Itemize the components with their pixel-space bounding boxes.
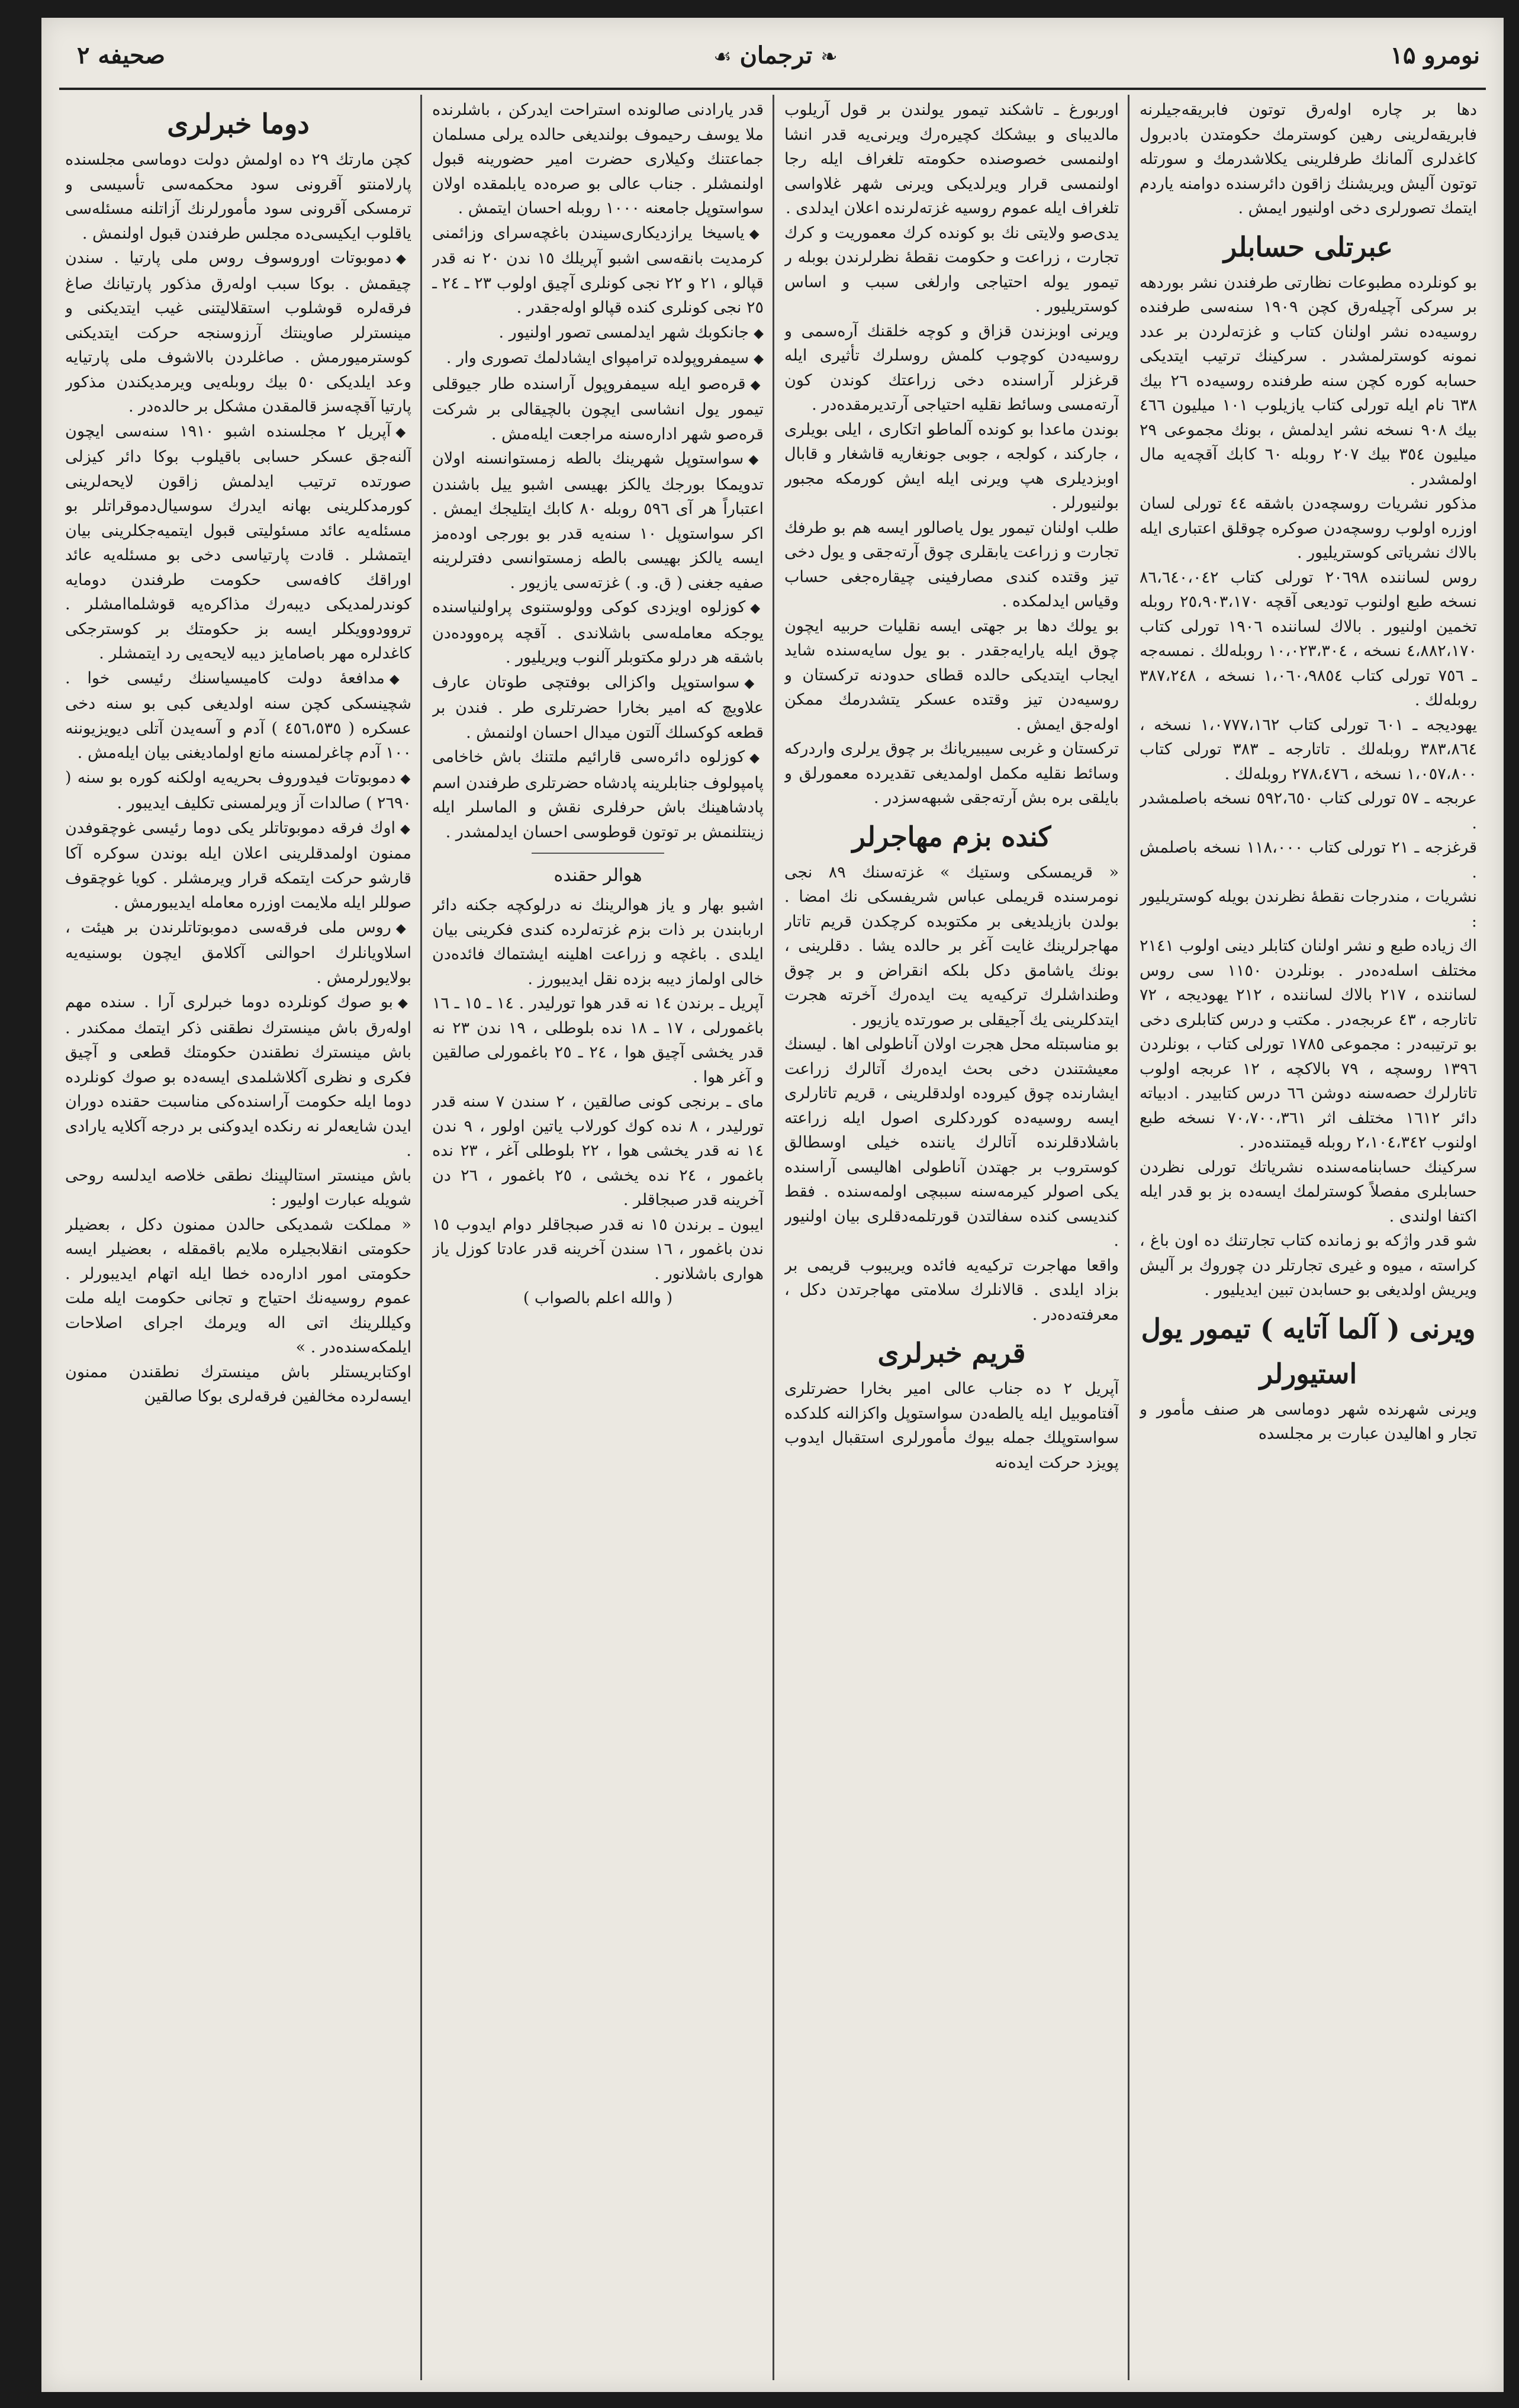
paragraph: قرغزجه ـ ۲۱ تورلی کتاب ۱۱۸،۰۰۰ نسخه باصلمش . [1140, 838, 1477, 882]
article-heading: عبرتلی حسابلر [1224, 230, 1393, 263]
article-heading: دوما خبرلری [167, 108, 310, 140]
news-item-text: جانکوبك شهر ایدلمسی تصور اولنیور . [498, 323, 749, 342]
news-item [432, 670, 764, 745]
ornament-icon: ☙ [713, 45, 732, 69]
paragraph: نشریات ، مندرجات نقطهٔ نظرندن بویله کوستریلیور : [1140, 888, 1477, 931]
diamond-icon: ◆ [744, 676, 764, 691]
paragraph: ویرنی شهرنده شهر دوماسی هر صنف مأمور و تجار و اهالیدن عبارت بر مجلسده [1140, 1400, 1477, 1443]
news-item [432, 595, 764, 670]
section-rule [532, 853, 664, 854]
paragraph: باش مینستر استالپینك نطقی خلاصه ایدلسه روحی شویله عبارت اولیور : [65, 1166, 411, 1209]
column-divider [773, 95, 774, 2380]
paragraph: یهودیجه ـ ٦۰۱ تورلی کتاب ۱،۰۷۷۷،۱٦۲ نسخه ، ۳۸۳،۸٦٤ روبلەلك . تاتارجه ـ ۳۸۳ تورلی کتاب ۱،۰٥۷،۸۰۰ نسخه ، ۲۷۸،٤۷٦ روبلەلك . [1140, 715, 1477, 783]
news-item-text: دموبوتات اوروسوف روس ملی پارتیا . سندن چیقمش . بوکا سبب اولەرق مذکور پارتیانك صاغ فرقەلره قوشلوب استقلالیتنی غیب ایتدیکنی و مینسترلر صاوینتك آرزوسنجه حرکت ایتدیکنی کوسترمیورمش . صاغلردن بالاشوف ملی پارتیایه وعد ایلدیکی ٥۰ بیك روبلەیی ویرمدیکندن مذکور پارتیا آقچەسز قالمقدن مشکل بر حالدەدر . [65, 249, 411, 416]
news-item-text: یاسیخا یرازدیکاری‌سیندن باغچه‌سرای وزائمنی کرمدیت بانقەسی اشبو آپریلك ۱٥ ندن ۲۰ نه قدر قپالو ، ۲۱ و ۲۲ نجی کونلری آچیق اولوب ۲۳ ـ ۲٤ ـ ۲٥ نجی کونلری کنده قپالو اولەجقدر . [432, 223, 764, 317]
paragraph: اشبو بهار و یاز هوالرینك نه درلوکچه جکنه دائر اربابندن بر ذات بزم غزتەلرده کندی فکرینی بیان ایلدی . باغچه و زراعت اهلینه ایشتماك فائدەدن خالی اولماز دیبه بزده نقل ایدیبورز . [432, 896, 764, 988]
paragraph: دها بر چاره اولەرق توتون فابریقەجیلرنه فابریقەلرینی رهین کوسترمك حکومتدن بادبرول کاغدلری آلمانك طرفلرینی یکلاشدرمك و سورتله توتون آلیش ویریشنك زاقون دائرسنده دوامنه یاردم ایتمك تصورلری دخی اولنیور ایمش . [1140, 101, 1477, 217]
news-item-text: سواستوپل واکزالی بوفتچی طوتان عارف علاویچ که امیر بخارا حضرتلری طر . فندن بر قطعه کوکسلك آلتون میدال احسان اولنمش . [432, 673, 764, 742]
paragraph: واقعا مهاجرت ترکیه‌یه فائده ویریبوب قریمی بر بزاد ایلدی . قالانلرك سلامتی مهاجرتدن دکل ، معرفتەدەدر . [784, 1256, 1119, 1324]
paragraph: آپریل ـ برندن ۱٤ نه قدر هوا تورلیدر . ۱٤ ـ ۱٥ ـ ۱٦ باغمورلی ، ۱۷ ـ ۱۸ نده بلوطلی ، ۱۹ ندن ۲۳ نه قدر یخشی آچیق هوا ، ۲٤ ـ ۲٥ باغمورلی صالقین و آغر هوا . [432, 994, 764, 1086]
masthead-title-text: ترجمان [739, 41, 813, 69]
paragraph: ترکستان و غربی سیبیریانك بر چوق یرلری واردرکه وسائط نقلیه مکمل اولمدیغی تقدیرده معمورلق و بایلقی بره بش آرتەجقی شبهەسزدر . [784, 740, 1119, 807]
news-item [65, 816, 411, 915]
diamond-icon: ◆ [398, 996, 411, 1011]
paragraph: بو یولك دها بر جهتی ایسه نقلیات حربیه ایچون چوق ایله یارایەجقدر . بو یول سایەسنده شاید ایجاب ایتدیکی حالده قطای حدودنه ترکستان و روسیەدن تیز وقتده عسکر یتشدرمك ممکن اولەجق ایمش . [784, 616, 1119, 734]
column-3 [432, 98, 764, 2377]
paragraph: شو قدر واژکه بو زمانده کتاب تجارتنك ده اون باغ ، کراسته ، میوه و غیری تجارتلر دن چوروك بر آلیش ویریش اولدیغی بو حسابدن تبین ایدیلیور . [1140, 1232, 1477, 1299]
closing-phrase: ( والله اعلم بالصواب ) [523, 1289, 673, 1307]
paragraph: ایبون ـ برندن ۱٥ نه قدر صبجاقلر دوام ایدوب ۱٥ ندن باغمور ، ۱٦ سندن آخرینه قدر عادتا کوزل یاز هواری باشلانور . [432, 1215, 764, 1283]
article-heading: ویرنی ( آلما آتایه ) تیمور یول [1141, 1312, 1476, 1345]
paragraph: ویرنی اوبزندن قزاق و کوچه خلقنك آرەسمی و روسیەدن کوچوب کلمش روسلرك تأثیری ایله قرغزلر آراسنده دخی زراعتك کوندن کون آرتەمسی وسائط نقلیه احتیاجی آرتدیرمقدەدر . [784, 322, 1119, 414]
diamond-icon: ◆ [749, 226, 764, 242]
column-1 [1140, 98, 1477, 2377]
article-heading: هوالر حقنده [553, 865, 642, 886]
news-item [432, 446, 764, 595]
paragraph: عربجه ـ ٥۷ تورلی کتاب ٥۹۲،٦٥۰ نسخه باصلمشدر . [1140, 789, 1477, 832]
column-2 [784, 98, 1119, 2377]
paragraph: « قریمسکی وستیك » غزتەسنك ۸۹ نجی نومرسنده قریملی عباس شریفسکی نك امضا . بولدن بازیلدیغی بر مکتوبده کرچکدن قریم تاتار مهاجرلرینك غایت آغر بر حالده یشا . دقلرینی ، بونك یاشامق دکل بلکه انقراض و بر چوق وطنداشلرك ترکیه‌یه یت ایدەرك آخرته هجرت ایتدکلرینی یك آجیقلی بر صورتده یازیور . [784, 863, 1119, 1029]
news-item-text: آپریل ۲ مجلسنده اشبو ۱۹۱۰ سنەسی ایچون آلنەجق عسکر حسابی باقیلوب بوکا دائر کیزلی صورتده ترتیب ایدلمش زاقون لایحەلرینی کورمدکلرینی بهانه ایدرك سوسیال‌دموقراتلر بو مسئلەیه عائد مسئولیتی قبول ایتمیەجکلرینی بیان ایتمشلر . قادت پارتیاسی دخی بو مسئلەیه عائد اوراقك کافەسی حکومت طرفندن دومایه کوندرلمدیکی دیبەرك مذاکرەیه قوشلماامشلر . تروودوویکلر ایسه بز حکومتك بر کوسترجکی کاغدلره مهر باصامایز دیبه لایحەیی رد ایتمشلر . [65, 422, 411, 663]
news-item-text: بو صوك کونلرده دوما خبرلری آرا . سنده مهم اولەرق باش مینسترك نطقنی ذکر ایتمك ممکندر . باش مینسترك نطقندن حکومتك قطعی و آچیق فکری و نظری آکلاشلمدی ایسه‌ده بو صوك کونلرده دوما ایله حکومت آراسنده‌کی مناسبت حقنده دوران ایدن شایعه‌لر نه رنکده ایدوکنی بر درجه آکلایه یارادی . [65, 993, 411, 1160]
header-rule [59, 88, 1486, 90]
column-divider [1128, 95, 1129, 2380]
diamond-icon: ◆ [749, 751, 764, 766]
page-number: صحیفه ۲ [77, 41, 165, 69]
news-item-text: روس ملی فرقەسی دموبوتاتلرندن بر هیئت ، اسلاویانلرك احوالنی آکلامق ایچون بوسنیه‌یه بولایورلرمش . [65, 918, 411, 987]
article-heading: کنده بزم مهاجرلر [852, 820, 1051, 853]
paragraph: بو مناسبتله محل هجرت اولان آناطولی اها . لیسنك معیشتندن دخی بحث ایدەرك آتالرك زراعت ایشارنده چوق کیروده اولدقلرینی ، قریم تاتارلری ایسه روسیەده کوردکلری اصول ایله زراعته باشلادقلرنده آتالرك یاننده خیلی اوسطالق کوستروب بر جهتدن آناطولی اهالیسی آراسنده یکی اصولر کیرمه‌سنه سببچی اولمەسنده . فقط کندیسی کنده سفالتدن قورتلمەدقلری بیان اولنیور . [784, 1035, 1119, 1250]
news-item [432, 221, 764, 320]
column-divider [420, 95, 422, 2380]
news-item-text: اوك فرقه دموبوتاتلر یکی دوما رئیسی غوچقوفدن ممنون اولمدقلرینی اعلان ایله بوندن سوکره آکا قارشو حرکت ایتمکه قرار ویرمشلر . کویا غوچقوف صوللر ایله ملایمت اوزره معامله ایدیبورمش . [65, 818, 411, 912]
paragraph: سرکینك حسابنامەسنده نشریاتك تورلی نظردن حسابلری مفصلاً کوسترلمك ایسەده بز بو قدر ایله اکتفا اولندی . [1140, 1158, 1477, 1226]
news-item [432, 320, 764, 346]
news-item-text: کوزلوه اویزدی کوکی وولوستنوی پراولنیاسنده یوجکه معامله‌سی باشلاندی . آقچه پرەوودەدن باشقه هر درلو مکتوبلر آلنوب ویریلیور . [432, 598, 764, 667]
news-item-text: دموبوتات فیدوروف بحریەیه اولکنه کوره بو سنه ( ۲٦۹۰ ) صالدات آز ویرلمسنی تکلیف ایدیبور . [65, 768, 411, 812]
news-item-text: قرەصو ایله سیمفروپول آراسنده طار جیوقلی تیمور یول انشاسی ایچون بالچیقالی بر شرکت قرەصو شهر ادارەسنه مراجعت ایلەمش . [432, 374, 764, 443]
article-heading: قریم خبرلری [877, 1337, 1026, 1369]
news-item-text: سواستوپل شهرینك بالطه زمستوانسنه اولان تدویمکا بورجك یالکز بهیسی اشبو ییل باشندن اعتباراً هر آی ٥۹٦ روبله ۸۰ کابك ایتلیجك ایمش . اکر سواستوپل ۱۰ سنه‌یه قدر بو بورجی اودەمز ایسه یالکز بهیسی بالطه زمستوانسی دفترلرینه صفیه جغنی ( ق. و. ) غزتەسی یازیور . [432, 449, 764, 592]
paragraph: اوکتابریستلر باش مینسترك نطقندن ممنون ایسەلرده مخالفین فرقەلری بوکا صالقین [65, 1362, 411, 1406]
issue-number: نومرو ۱۵ [1390, 41, 1480, 69]
paragraph: بوندن ماعدا بو کونده آلماطو اتکاری ، ایلی بویلری ، جارکند ، کولجه ، جوبی جونغاریه قاشغار و قابال اوبزدیلری هپ ویرنی ایله ایش کورمکه مجبور بولنیورلر . [784, 420, 1119, 512]
news-item [65, 766, 411, 816]
running-head [41, 18, 1504, 89]
paragraph: اك زیاده طبع و نشر اولنان کتابلر دینی اولوب ۲۱٤۱ مختلف اسلەدەدر . بونلردن ۱۱٥۰ سی روس لسانندە ، ۲۱۷ بالاك لسانندە ، ۲۱۲ یهودیجه ، ۷۲ تاتارجه ، ٤۳ عربجه‌در . مکتب و درس کتابلری دخی بو ترتیبه‌در : مجموعی ۱۷۸٥ تورلی کتاب ، بونلردن ۱۳۹٦ روسچه ، ۷۹ بالاکچه ، ۱۲ عربجه اولوب تاتارلرك حصەسنه دوشن ٦٦ درس کتابیدر . ادبیاته دائر ۱٦۱۲ مختلف اثر ۷۰،۷۰۰،۳٦۱ نسخه طبع اولنوب ۲،۱۰٤،۳٤۲ روبله قیمتندەدر . [1140, 937, 1477, 1152]
news-item [432, 346, 764, 372]
news-item [65, 419, 411, 666]
paragraph: « مملکت شمدیکی حالدن ممنون دکل ، بعضیلر حکومتی انقلابجیلره ملایم باقمقله ، بعضیلر ایسه حکومتی امور ادارەده خطا ایله اتهام ایدیبورلر . عموم روسیەنك احتیاج و تجانی حکومت ایله ملت وکیللرینك اتی اله ویرمك اجرای اصلاحات ایلمکەسنده‌در . » [65, 1215, 411, 1356]
diamond-icon: ◆ [754, 352, 764, 366]
news-item [65, 666, 411, 766]
article-heading: استیورلر [1259, 1357, 1357, 1390]
diamond-icon: ◆ [750, 601, 764, 616]
news-item-text: کوزلوه دائرەسی قارائیم ملتنك باش خاخامی پامپولوف جنابلرینه پادشاه حضرتلری طرفندن اسم پادشاهینك باش حرفلری نقش و الماسلر ایله زینتلنمش بر توتون قوطوسی احسان ایدلمشدر . [432, 748, 764, 841]
news-item [65, 246, 411, 419]
masthead-title [651, 41, 900, 69]
paragraph: روس لسانندە ۲۰٦۹۸ تورلی کتاب ۸٦،٦٤۰،۰٤۲ نسخه طبع اولنوب تودیعی آقچه ۲٥،۹۰۳،۱۷۰ روبله تخمین اولنیور . بالاك لسانندە ۱۹۰٦ تورلی کتاب ٤،۸۸۲،۱۷۰ نسخه ، ۱۰،۰۲۳،۳۰٤ روبلەلك . نمسەجه ـ ۷٥٦ تورلی کتاب ۱،۰٦۰،۹۸٥٤ نسخه ، ۳۸۷،۲٤۸ روبلەلك . [1140, 568, 1477, 709]
diamond-icon: ◆ [754, 326, 764, 341]
news-item-text: مدافعهٔ دولت کامیسیاسنك رئیسی خوا . شچینسکی کچن سنه اولدیغی کبی بو سنه دخی عسکره ( ٤٥٦،٥۳٥ ) آدم و آسەیدن آتلی دیویزیوننه ۱۰۰ آدم چاغرلمسنه مانع اولمادیغنی بیان ایلەمش . [65, 668, 411, 762]
diamond-icon: ◆ [748, 452, 764, 467]
paragraph: کچن مارتك ۲۹ ده اولمش دولت دوماسی مجلسنده پارلامنتو آقرونی سود محکمه‌سی تأسیسی و ترمسکی آقرونی سود مأمورلرنك آزاتلنه مسئلەسی یاقلوب ایکیسی‌ده مجلس طرفندن قبول اولنمش . [65, 150, 411, 243]
diamond-icon: ◆ [395, 921, 411, 936]
diamond-icon: ◆ [400, 821, 411, 837]
column-4 [65, 98, 411, 2377]
news-item-text: سیمفروپولده ترامپوای ایشادلمك تصوری وار . [446, 349, 749, 367]
newspaper-page [41, 18, 1504, 2392]
paragraph: بو کونلرده مطبوعات نظارتی طرفندن نشر بوردهە بر سرکی آچیلەرق کچن ۱۹۰۹ سنەسی طرفنده روسیەده نشر اولنان کتاب و غزتەلردن بر عدد نمونه کوسترلمشدر . سرکینك ترتیب ایتدیکی حسابه کوره کچن سنه طرفنده روسیەده ۲٦ بیك ٦۳۸ نام ایله تورلی کتاب یازیلوب ۱۰۱ میلیون ٤٦٦ بیك ۹۰۸ نسخه نشر ایدلمش ، بونك مجموعی ۲۹ میلیون ۳٥٤ بیك ۲۰۷ روبله ٦۰ کابك آقچەیه مال اولمشدر . [1140, 273, 1477, 488]
paragraph: مذکور نشریات روسچەدن باشقه ٤٤ تورلی لسان اوزره اولوب روسچەدن صوکره چوقلق اعتباری ایله بالاك نشریاتی کوستریلیور . [1140, 494, 1477, 562]
news-item [65, 915, 411, 991]
diamond-icon: ◆ [396, 252, 411, 266]
paragraph: مای ـ برنجی کونی صالقین ، ۲ سندن ۷ سنه قدر تورلیدر ، ۸ ندە کوك کورلاب یاتین اولور ، ۹ ندن ۱٤ نه قدر یخشی هوا ، ۲۲ بلوطلی آغر ، ۲۳ نده باغمور ، ۲٤ نده یخشی ، ۲٥ باغمور ، ۲٦ دن آخرینه قدر صبجاقلر . [432, 1092, 764, 1209]
paragraph: اوربورغ ـ تاشکند تیمور یولندن بر قول آریلوب مالدیبای و بیشکك کچیرەرك ویرنی‌یه قدر انشا اولنمسی خصوصنده حکومته تلغراف ایله رجا اولنمسی قرار ویرلدیکی ویرنی شهر غلاواسی تلغراف ایله عموم روسیه غزتەلرنده اعلان ایدلدی . [784, 101, 1119, 217]
paragraph: طلب اولنان تیمور یول یاصالور ایسه هم بو طرفك تجارت و زراعت یابقلری چوق آرتەجقی و یول دخی تیز وقتده کندی مصارفینی چیقارەجغی حساب وقیاس ایدلمکده . [784, 518, 1119, 610]
diamond-icon: ◆ [389, 671, 411, 687]
paragraph: قدر یارادنی صالونده استراحت ایدرکن ، باشلرنده ملا یوسف رحیموف بولندیغی حالده یرلی مسلمان جماعتنك وکیلاری حضرت امیر حضورینه قبول اولنمشلر . جناب عالی بو صرەده یابلمقده اولان سواستوپل جامعنه ۱۰۰۰ روبله احسان ایتمش . [432, 101, 764, 217]
paragraph: آپریل ۲ ده جناب عالی امیر بخارا حضرتلری آفتاموبیل ایله یالطەدن سواستوپل واکزالنه کلدکده سواستوپلك جمله بیوك مأمورلری استقبال ایدوب پویزد حرکت ایدەنه [784, 1380, 1119, 1472]
diamond-icon: ◆ [395, 425, 411, 440]
paragraph: یدی‌صو ولایتی نك بو کوندە کرك معموریت و کرك تجارت ، زراعت و حکومت نقطهٔ نظرلرندن بوبله ر تیمور یوله احتیاجی وارلغی سبب و اساس کوستریلیور . [784, 223, 1119, 316]
news-item [432, 372, 764, 447]
ornament-icon: ❧ [820, 45, 838, 69]
news-item [65, 990, 411, 1163]
diamond-icon: ◆ [400, 771, 411, 786]
news-item [432, 745, 764, 844]
diamond-icon: ◆ [750, 377, 764, 393]
